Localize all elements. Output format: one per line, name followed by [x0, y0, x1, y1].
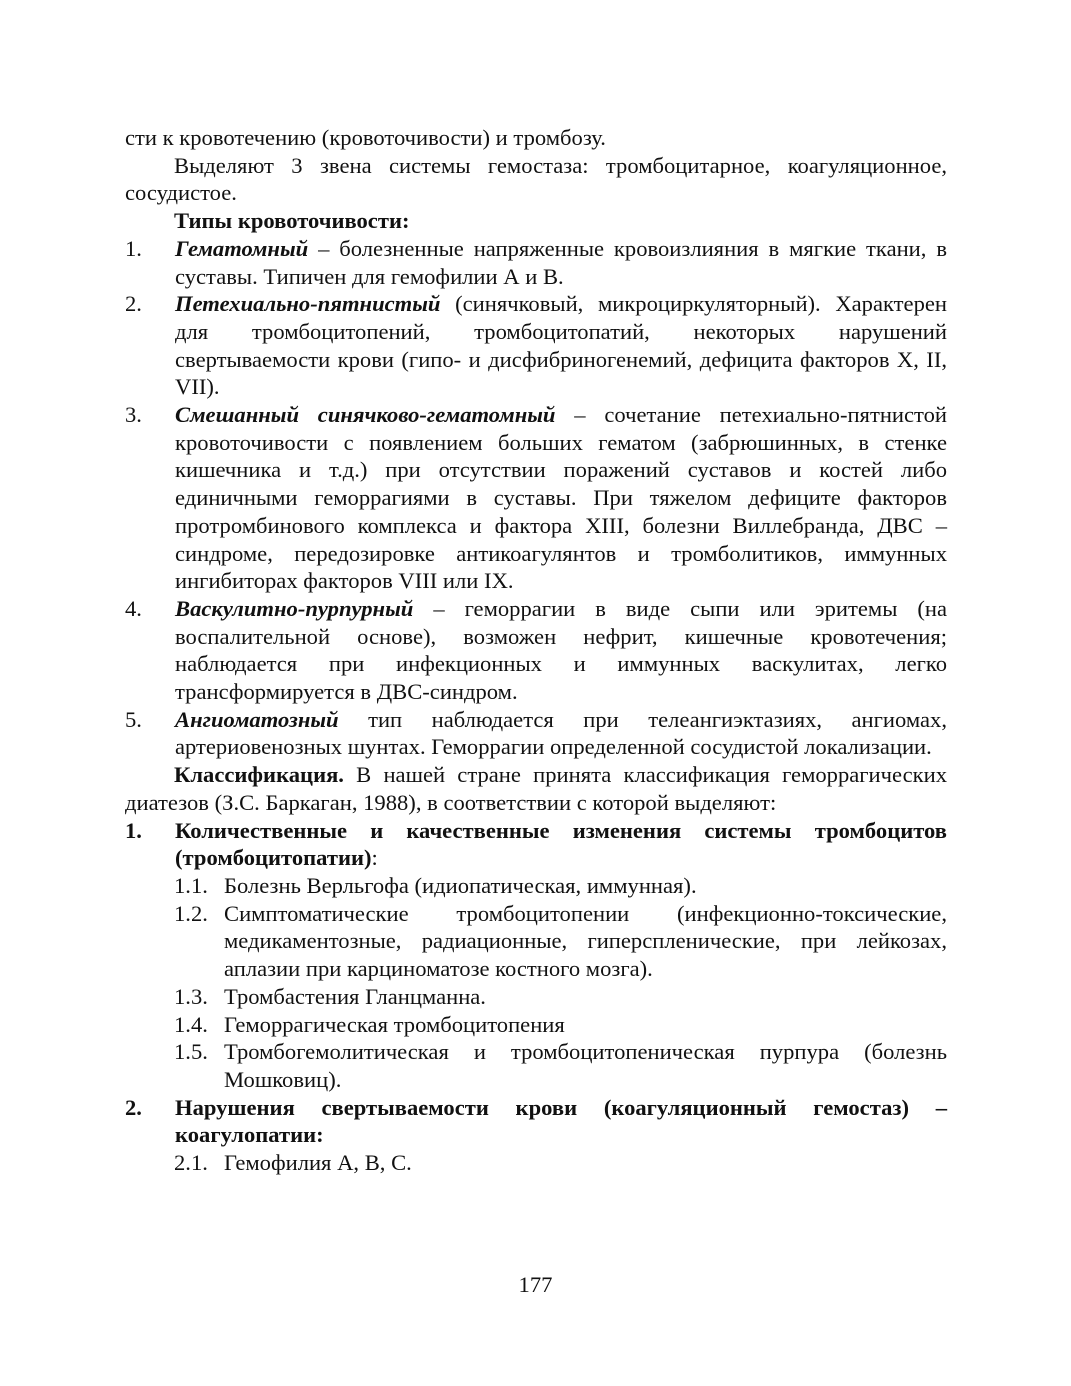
hemostasis-links-paragraph: Выделяют 3 звена системы гемостаза: тромбоцитарное, коагуляционное, сосудистое. [125, 152, 947, 206]
group-title-suffix: : [371, 845, 378, 871]
bleeding-type-3 [125, 401, 947, 595]
group-2-heading [125, 1094, 947, 1149]
subitem-1-2 [125, 900, 947, 983]
item-term: Гематомный [175, 235, 309, 261]
item-text: – геморрагии в виде сыпи или эритемы (на воспалительной основе), возможен нефрит, кишечные кровотечения; наблюдается при инфекционных и иммунных васкулитах, легко трансформируется в ДВС-синдром. [175, 595, 947, 705]
group-title: Нарушения свертываемости крови (коагуляционный гемостаз) – коагулопатии: [175, 1094, 947, 1148]
item-number: 2. [125, 291, 142, 317]
group-number: 1. [125, 817, 142, 843]
bleeding-type-1 [125, 235, 947, 290]
classification-paragraph [125, 761, 947, 816]
subitem-1-1 [125, 872, 947, 900]
classification-label: Классификация. [174, 762, 344, 788]
bleeding-type-5 [125, 706, 947, 761]
item-number: 1. [125, 235, 142, 261]
item-text: – болезненные напряженные кровоизлияния в мягкие ткани, в суставы. Типичен для гемофилии А и В. [175, 235, 947, 289]
group-number: 2. [125, 1094, 142, 1120]
bleeding-type-4 [125, 595, 947, 706]
subitem-text: Симптоматические тромбоцитопении (инфекционно-токсические, медикаментозные, радиационные, гиперспленические, при лейкозах, аплазии при карциноматозе костного мозга). [224, 900, 947, 982]
item-number: 4. [125, 595, 142, 621]
subitem-number: 2.1. [174, 1150, 208, 1176]
subitem-text: Тромбогемолитическая и тромбоцитопеническая пурпура (болезнь Мошковиц). [224, 1039, 947, 1092]
subitem-number: 1.1. [174, 872, 208, 898]
item-term: Смешанный синячково-гематомный [175, 402, 556, 428]
item-number: 5. [125, 706, 142, 732]
subitem-2-1 [125, 1149, 947, 1177]
classification-text: В нашей стране принята классификация геморрагических диатезов (З.С. Баркаган, 1988), в соответствии с которой выделяют: [125, 762, 947, 815]
subitem-number: 1.2. [174, 900, 208, 926]
bleeding-type-2 [125, 290, 947, 401]
page-number: 177 [518, 1272, 553, 1297]
subitem-text: Гемофилия А, В, С. [224, 1150, 412, 1176]
intro-paragraph: сти к кровотечению (кровоточивости) и тромбозу. [125, 125, 606, 150]
item-term: Ангиоматозный [175, 706, 339, 732]
page-body [125, 124, 947, 1177]
item-text: (синячковый, микроциркуляторный). Характерен для тромбоцитопений, тромбоцитопатий, некоторых нарушений свертываемости крови (гипо- и дисфибриногенемий, дефицита факторов X, II, VII). [175, 291, 947, 400]
group-1-heading [125, 817, 947, 872]
subitem-1-3 [125, 983, 947, 1011]
subitem-number: 1.5. [174, 1039, 208, 1065]
subitem-1-5 [125, 1038, 947, 1093]
subitem-text: Геморрагическая тромбоцитопения [224, 1011, 565, 1037]
item-text: – сочетание петехиально-пятнистой кровоточивости с появлением больших гематом (забрюшинных, в стенке кишечника и т.д.) при отсутствии поражений суставов и костей либо единичными геморрагиями в суставы. При тяжелом дефиците факторов протромбинового комплекса и фактора XIII, болезни Виллебранда, ДВС – синдроме, передозировке антикоагулянтов и тромболитиков, иммунных ингибиторах факторов VIII или IX. [175, 402, 947, 594]
item-term: Васкулитно-пурпурный [175, 595, 414, 621]
subitem-1-4 [125, 1011, 947, 1039]
subitem-number: 1.4. [174, 1011, 208, 1037]
bleeding-types-heading: Типы кровоточивости: [174, 208, 410, 234]
subitem-text: Болезнь Верльгофа (идиопатическая, иммунная). [224, 872, 697, 898]
subitem-number: 1.3. [174, 983, 208, 1009]
item-text: тип наблюдается при телеангиэктазиях, ангиомах, артериовенозных шунтах. Геморрагии определенной сосудистой локализации. [175, 706, 947, 760]
group-title: Количественные и качественные изменения системы тромбоцитов (тромбоцитопатии) [175, 817, 947, 871]
item-term: Петехиально-пятнистый [175, 291, 441, 317]
item-number: 3. [125, 402, 142, 428]
subitem-text: Тромбастения Гланцманна. [224, 983, 486, 1009]
